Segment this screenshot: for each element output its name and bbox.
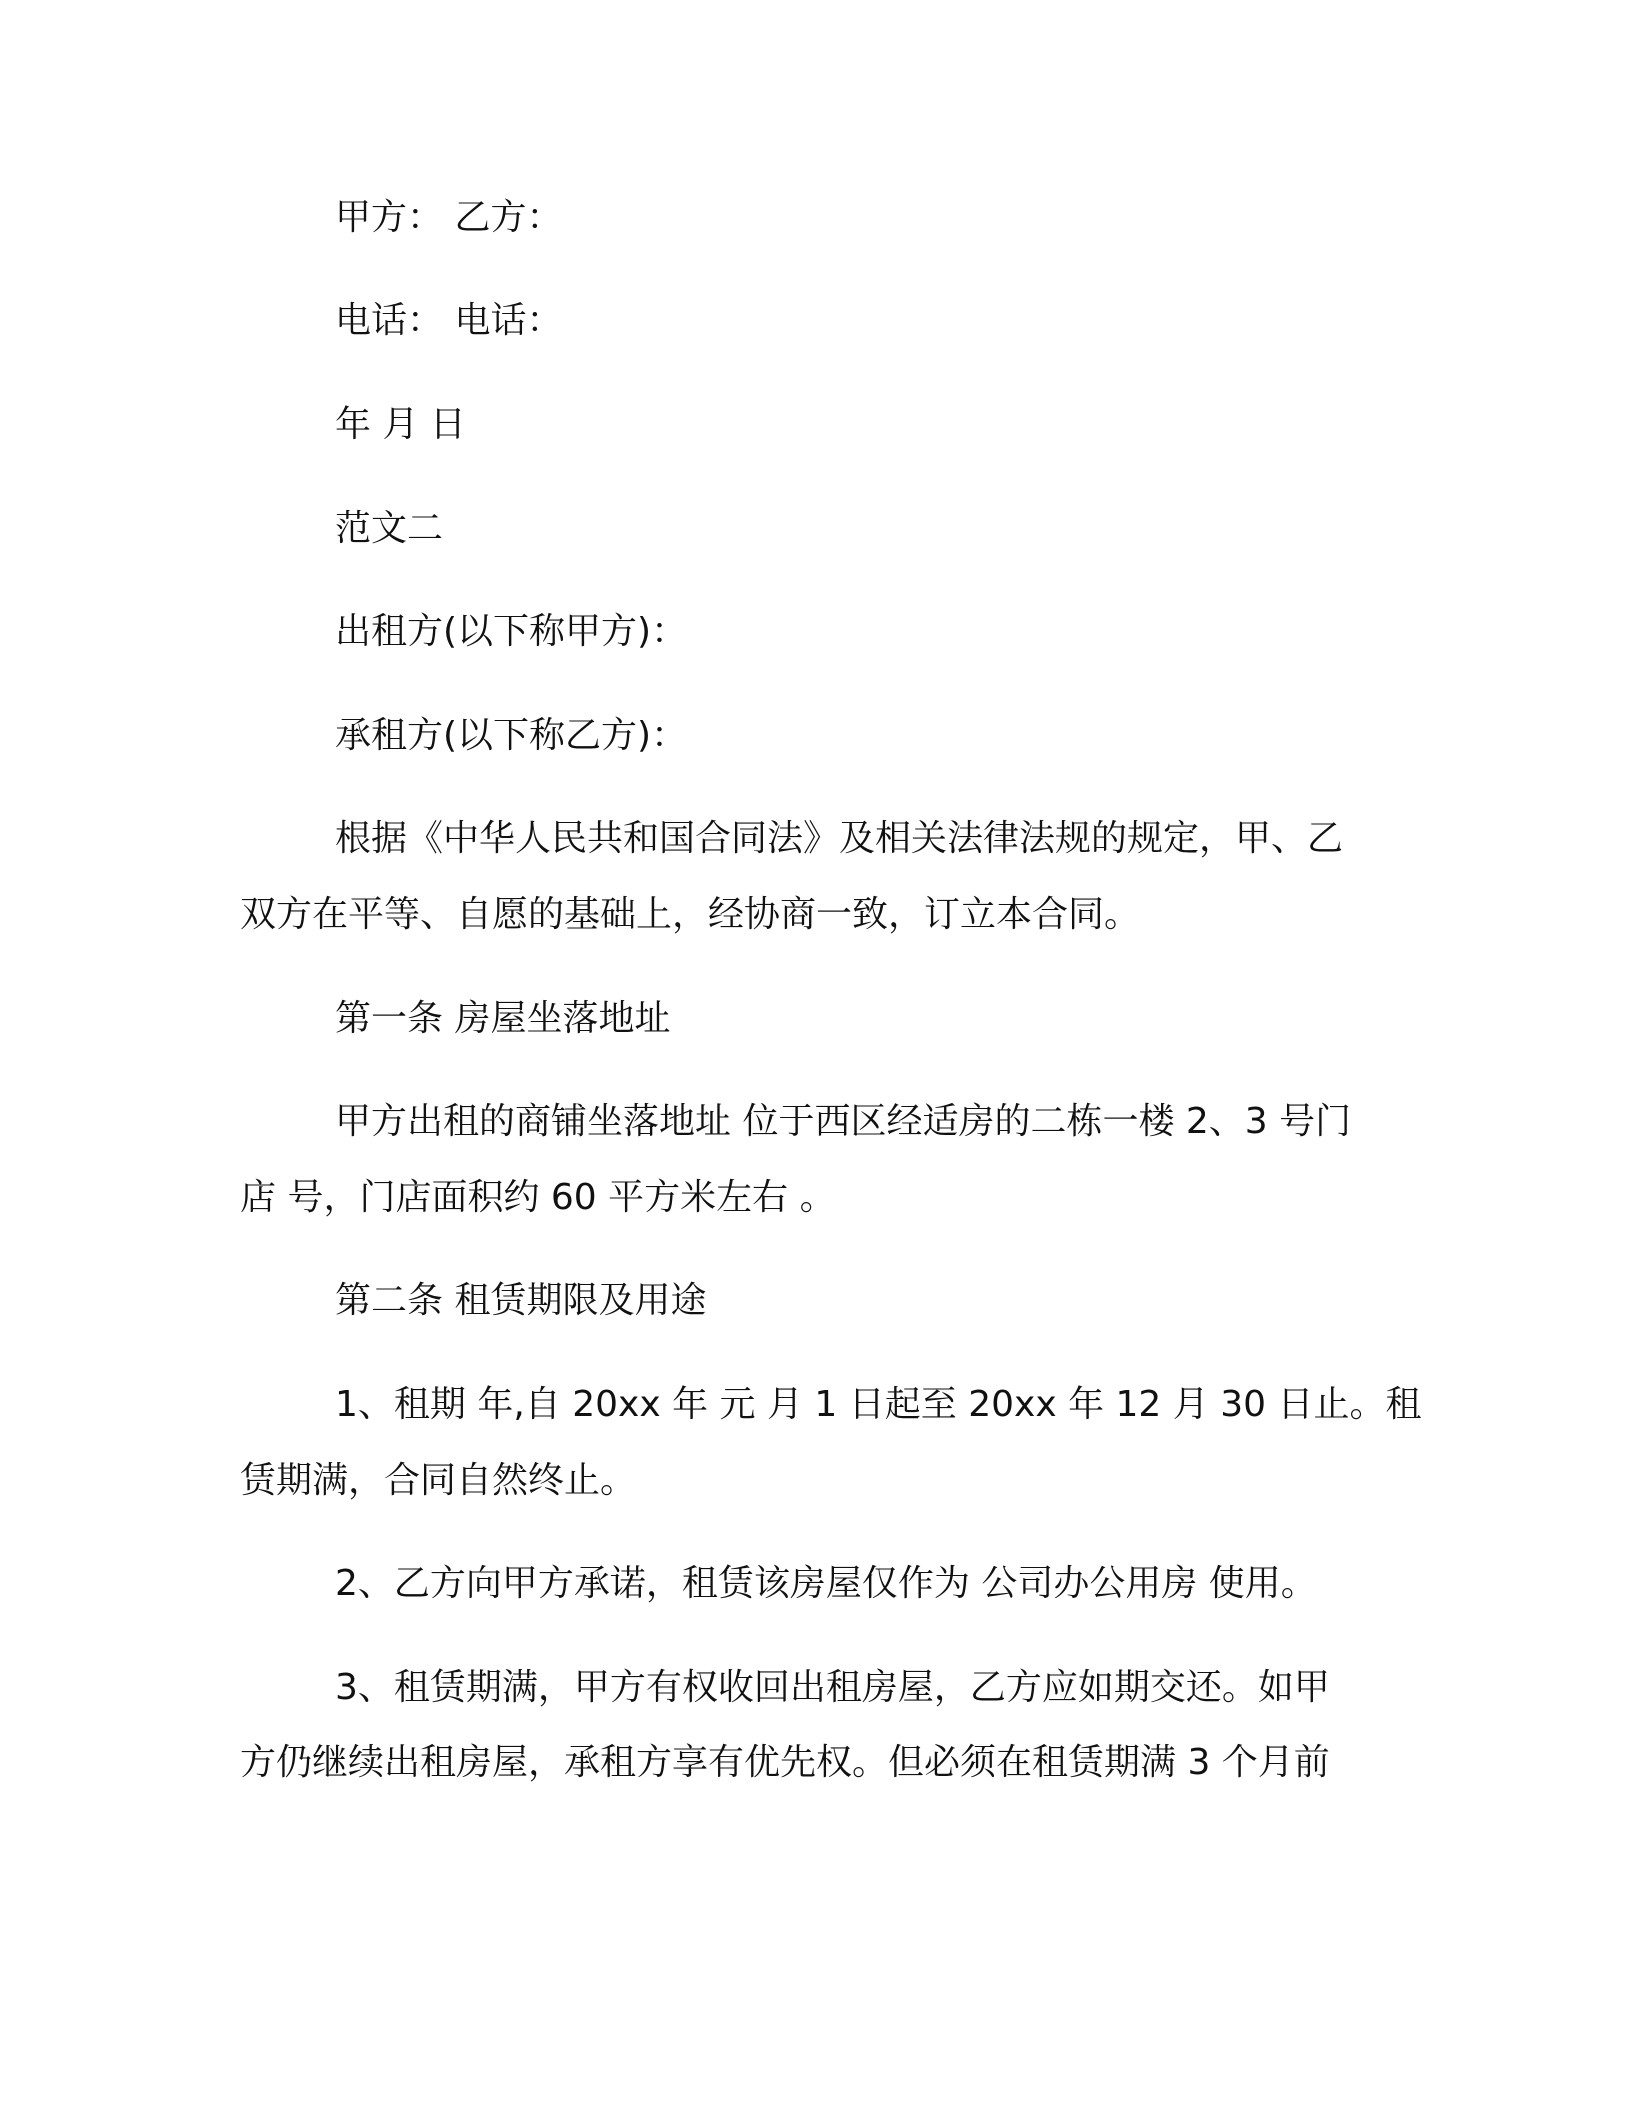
lessor-line: 出租方(以下称甲方)： [335,611,688,652]
article-1-text-1: 甲方出租的商铺坐落地址 位于西区经适房的二栋一楼 2、3 号门 [335,1101,1352,1142]
preamble-line-1: 根据《中华人民共和国合同法》及相关法律法规的规定，甲、乙 [335,818,1344,859]
date-line: 年 月 日 [335,404,466,445]
article-2-heading: 第二条 租赁期限及用途 [335,1280,707,1321]
clause-3-line-2: 方仍继续出租房屋，承租方享有优先权。但必须在租赁期满 3 个月前 [240,1742,1330,1783]
clause-2-line: 2、乙方向甲方承诺，租赁该房屋仅作为 公司办公用房 使用。 [335,1563,1317,1604]
section-title: 范文二 [335,508,444,549]
lessee-line: 承租方(以下称乙方)： [335,715,688,756]
party-line: 甲方： 乙方： [335,197,563,238]
article-1-heading: 第一条 房屋坐落地址 [335,998,671,1039]
clause-1-line-1: 1、租期 年,自 20xx 年 元 月 1 日起至 20xx 年 12 月 30 日止。租 [335,1384,1422,1425]
clause-1-line-2: 赁期满，合同自然终止。 [240,1460,637,1501]
article-1-text-2: 店 号，门店面积约 60 平方米左右 。 [240,1177,836,1218]
phone-line: 电话： 电话： [335,300,563,341]
clause-3-line-1: 3、租赁期满，甲方有权收回出租房屋，乙方应如期交还。如甲 [335,1667,1330,1708]
preamble-line-2: 双方在平等、自愿的基础上，经协商一致，订立本合同。 [240,894,1141,935]
